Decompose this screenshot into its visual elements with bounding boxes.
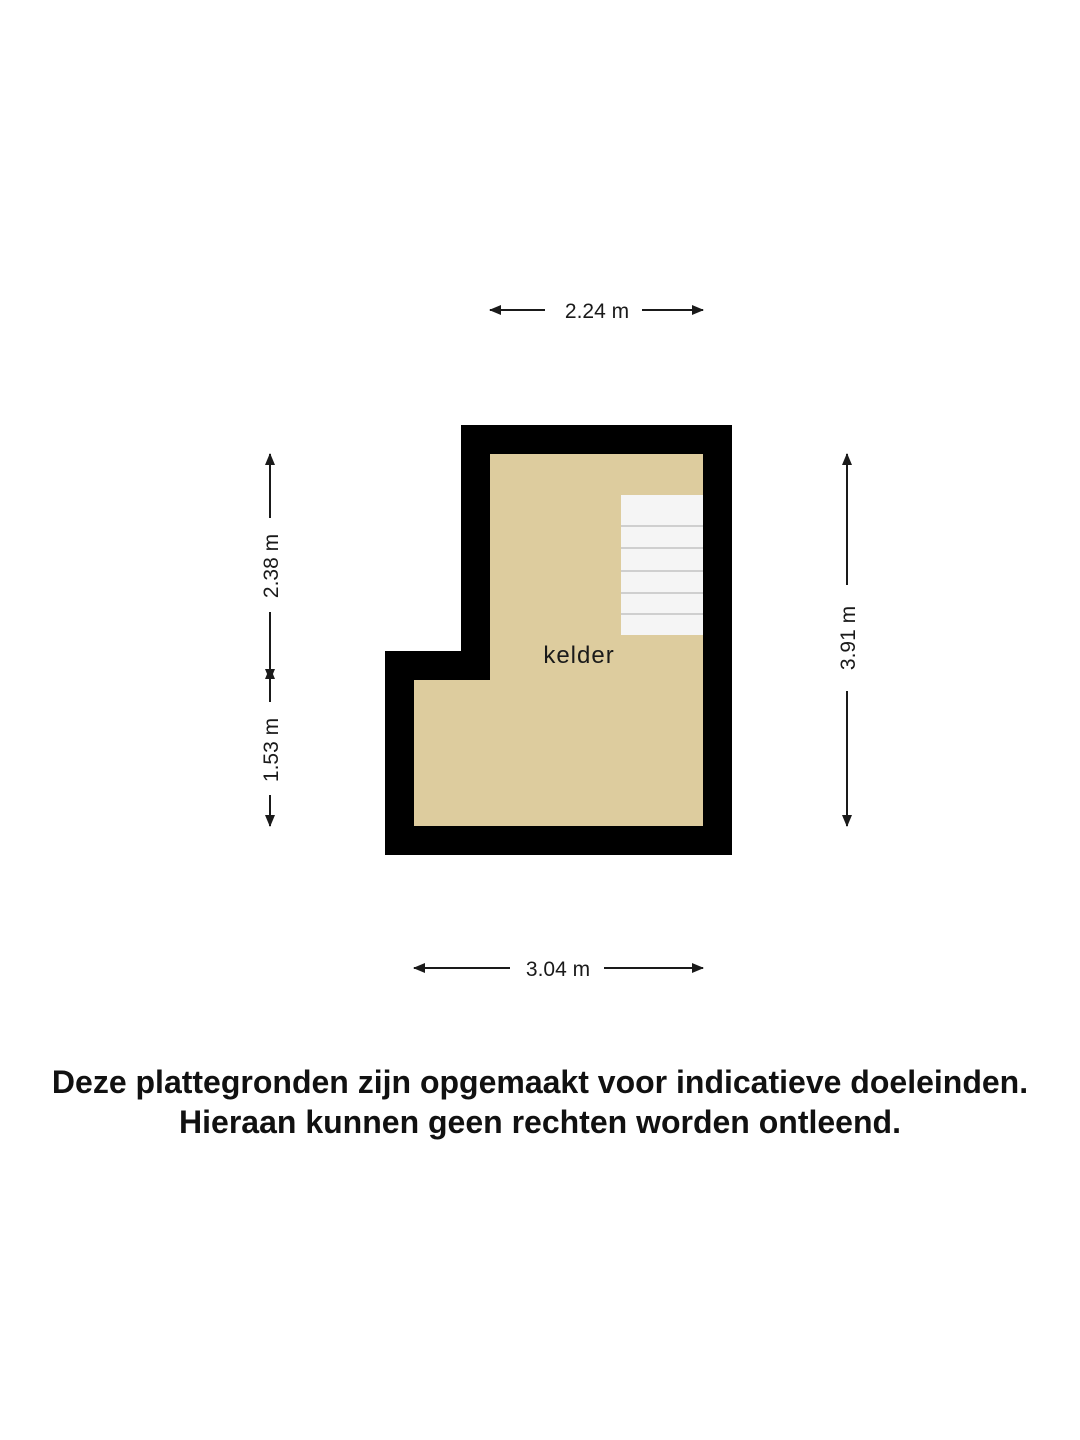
dimension-left-lower-height: [260, 668, 283, 826]
dimension-label: 2.24 m: [564, 300, 630, 323]
dimension-top-width: [490, 300, 703, 323]
dimension-label: 3.91 m: [837, 605, 860, 671]
dimension-label: 3.04 m: [525, 958, 591, 981]
dimension-left-upper-height: [260, 454, 283, 680]
dimension-bottom-width: [414, 958, 703, 981]
disclaimer-line-2: Hieraan kunnen geen rechten worden ontleend.: [179, 1104, 901, 1140]
dimension-label: 1.53 m: [260, 717, 283, 783]
disclaimer-line-1: Deze plattegronden zijn opgemaakt voor indicatieve doeleinden.: [51, 1064, 1029, 1100]
stairs: [621, 495, 703, 635]
room-label: kelder: [543, 642, 615, 669]
dimension-right-height: [837, 454, 860, 826]
dimension-label: 2.38 m: [260, 533, 283, 599]
